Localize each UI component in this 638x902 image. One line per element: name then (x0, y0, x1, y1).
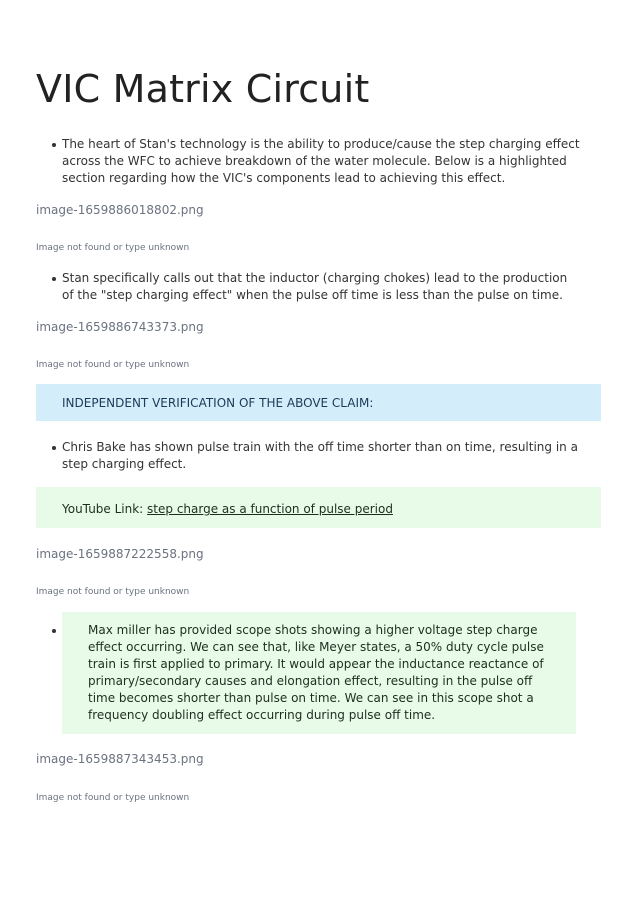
page-title: VIC Matrix Circuit (36, 67, 370, 111)
image-missing-text: Image not found or type unknown (36, 360, 190, 370)
highlighted-list-item-text: Max miller has provided scope shots showing a higher voltage step charge effect occurring. We can see that, like Meyer states, a 50% duty cycle pulse train is first applied to primary. It would appear the inductance reactance of primary/secondary causes and elongation effect, resulting in the pulse off time becomes shorter than pulse on time. We can see in this scope shot a frequency doubling effect occurring during pulse off time. (62, 612, 576, 734)
list-item (36, 270, 581, 304)
youtube-link[interactable]: step charge as a function of pulse period (147, 502, 393, 516)
image-filename: image-1659886743373.png (36, 320, 204, 334)
image-filename: image-1659887343453.png (36, 752, 204, 766)
list-item (36, 612, 576, 734)
image-missing-text: Image not found or type unknown (36, 243, 190, 253)
list-item-text: The heart of Stan's technology is the ability to produce/cause the step charging effect across the WFC to achieve breakdown of the water molecule. Below is a highlighted section regarding how the VIC's components lead to achieving this effect. (62, 137, 580, 185)
callout-text: INDEPENDENT VERIFICATION OF THE ABOVE CLAIM: (62, 396, 374, 410)
bullet-dot (52, 277, 56, 281)
image-filename: image-1659886018802.png (36, 203, 204, 217)
youtube-callout (36, 487, 601, 528)
image-missing-text: Image not found or type unknown (36, 793, 190, 803)
bullet-dot (52, 446, 56, 450)
list-item-text: Chris Bake has shown pulse train with the off time shorter than on time, resulting in a step charging effect. (62, 440, 578, 471)
list-item (36, 136, 581, 187)
list-item-text: Stan specifically calls out that the inductor (charging chokes) lead to the production of the "step charging effect" when the pulse off time is less than the pulse on time. (62, 271, 568, 302)
youtube-link-prefix: YouTube Link: (62, 502, 148, 516)
image-filename: image-1659887222558.png (36, 547, 204, 561)
image-missing-text: Image not found or type unknown (36, 587, 190, 597)
bullet-dot (52, 629, 56, 633)
list-item (36, 439, 581, 473)
bullet-dot (52, 143, 56, 147)
verification-callout (36, 384, 601, 421)
